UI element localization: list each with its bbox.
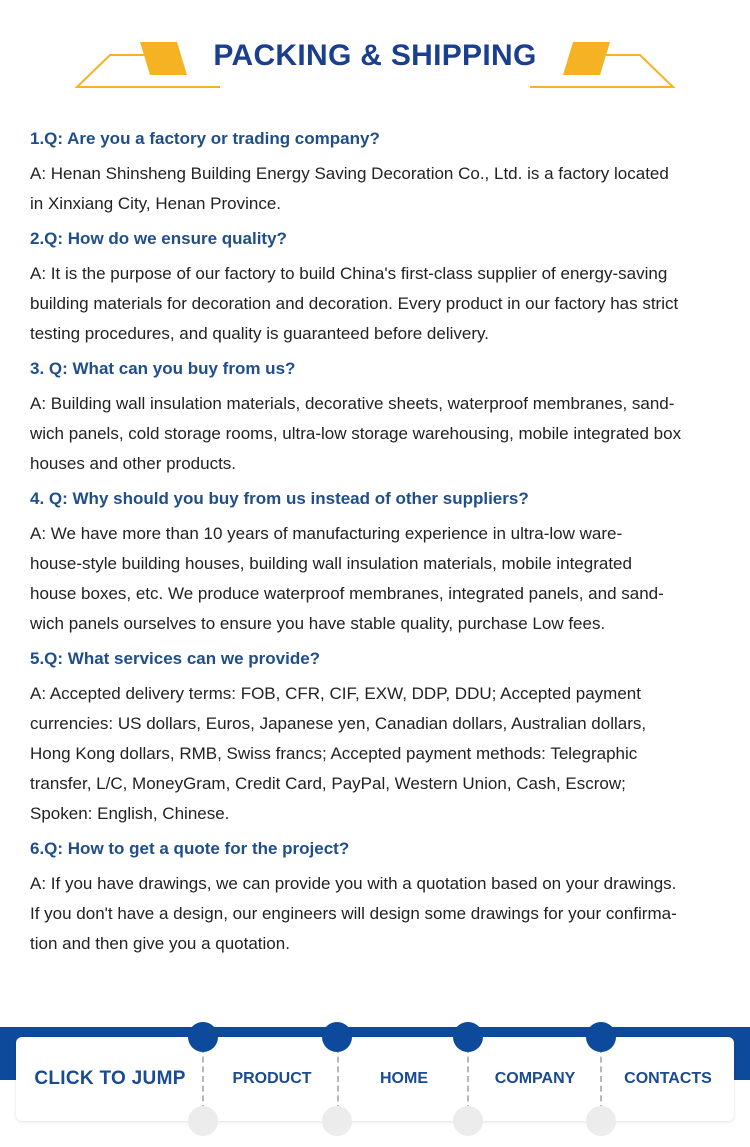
faq-question: 1.Q: Are you a factory or trading company? bbox=[30, 129, 380, 148]
faq-item bbox=[30, 484, 725, 644]
faq-item bbox=[30, 354, 725, 484]
faq-question: 3. Q: What can you buy from us? bbox=[30, 359, 296, 378]
nav-notch-top bbox=[586, 1022, 616, 1052]
bottom-nav bbox=[16, 1037, 734, 1121]
faq-answer: A: If you have drawings, we can provide you with a quotation based on your drawings. If you don't have a design, our engineers will design some drawings for your confirma- tion and then give you a quotation. bbox=[30, 874, 677, 953]
faq-item bbox=[30, 224, 725, 354]
faq-question: 4. Q: Why should you buy from us instead of other suppliers? bbox=[30, 489, 529, 508]
faq-item bbox=[30, 644, 725, 834]
nav-product-link[interactable]: PRODUCT bbox=[232, 1070, 312, 1087]
page-title: PACKING & SHIPPING bbox=[213, 39, 537, 72]
nav-home-link[interactable]: HOME bbox=[380, 1070, 428, 1087]
faq-answer: A: Building wall insulation materials, decorative sheets, waterproof membranes, sand- wich panels, cold storage rooms, ultra-low storage warehousing, mobile integrated box houses and other products. bbox=[30, 394, 682, 473]
nav-notch-bottom bbox=[322, 1106, 352, 1136]
nav-notch-bottom bbox=[586, 1106, 616, 1136]
faq-answer: A: Accepted delivery terms: FOB, CFR, CIF, EXW, DDP, DDU; Accepted payment currencies: US dollars, Euros, Japanese yen, Canadian dollars, Australian dollars, Hong Kong dollars, RMB, Swiss francs; Accepted payment methods: Telegraphic transfer, L/C, MoneyGram, Credit Card, PayPal, Western Union, Cash, Escrow; Spoken: English, Chinese. bbox=[30, 684, 647, 823]
section-header bbox=[0, 0, 750, 110]
nav-notch-top bbox=[453, 1022, 483, 1052]
faq-item bbox=[30, 834, 725, 964]
nav-notch-bottom bbox=[188, 1106, 218, 1136]
faq-item bbox=[30, 124, 725, 224]
faq-list bbox=[30, 124, 725, 964]
faq-question: 2.Q: How do we ensure quality? bbox=[30, 229, 287, 248]
faq-question: 5.Q: What services can we provide? bbox=[30, 649, 321, 668]
nav-contacts-link[interactable]: CONTACTS bbox=[624, 1070, 712, 1087]
nav-company-link[interactable]: COMPANY bbox=[494, 1070, 576, 1087]
click-to-jump-label[interactable]: CLICK TO JUMP bbox=[34, 1068, 186, 1089]
faq-answer: A: Henan Shinsheng Building Energy Saving Decoration Co., Ltd. is a factory located in Xinxiang City, Henan Province. bbox=[30, 164, 669, 213]
faq-question: 6.Q: How to get a quote for the project? bbox=[30, 839, 350, 858]
nav-notch-top bbox=[322, 1022, 352, 1052]
nav-notch-bottom bbox=[453, 1106, 483, 1136]
faq-answer: A: We have more than 10 years of manufacturing experience in ultra-low ware- house-style building houses, building wall insulation materials, mobile integrated house boxes, etc. We produce waterproof membranes, integrated panels, and sand- wich panels ourselves to ensure you have stable quality, purchase Low fees. bbox=[30, 524, 664, 633]
nav-notch-top bbox=[188, 1022, 218, 1052]
faq-answer: A: It is the purpose of our factory to build China's first-class supplier of energy-saving building materials for decoration and decoration. Every product in our factory has strict testing procedures, and quality is guaranteed before delivery. bbox=[30, 264, 679, 343]
